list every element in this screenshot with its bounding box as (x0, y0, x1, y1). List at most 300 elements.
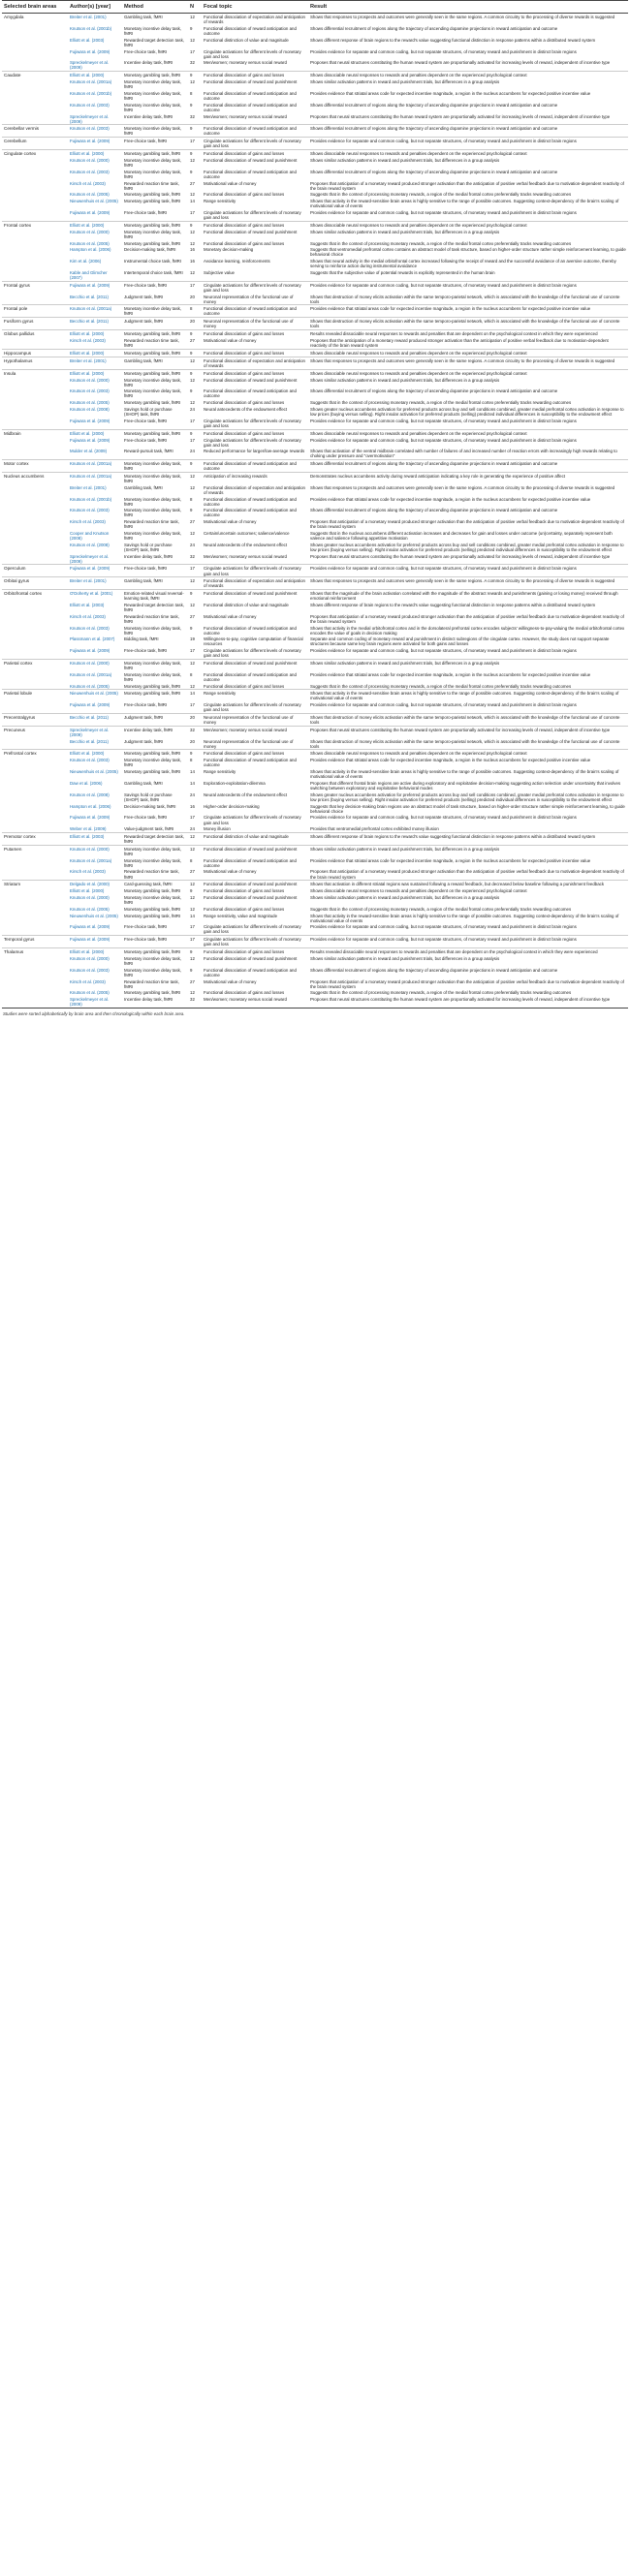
cell-method: Monetary incentive delay task, fMRI (122, 460, 188, 473)
table-row (2, 150, 628, 157)
cell-result: Provides evidence that striatal areas code for expected incentive magnitude, a region in the nucleus accumbens for expected positive incentive value (310, 90, 591, 96)
table-row (2, 833, 628, 846)
table-row (2, 750, 628, 757)
cell-result: Provides evidence for separate and common coding, but not separate structures, of monetary reward and punishment in distinct brain regions (310, 437, 577, 443)
cell-focal-topic: Men/women; monetary versus social reward (202, 726, 308, 737)
table-row (2, 780, 628, 791)
cell-focal-topic: Neuronal representation of the functional use of money (204, 738, 294, 749)
cell-focal-topic: Cingulate activations for different levels of monetary gain and loss (204, 418, 301, 428)
table-row (2, 125, 628, 138)
table-row (2, 337, 628, 349)
cell-author: Kirsch et al. (2003) (70, 869, 106, 875)
table-row (2, 269, 628, 281)
cell-author: Knutson et al. (2005) (70, 240, 110, 246)
table-row (2, 659, 628, 670)
table-row (2, 518, 628, 530)
table-row (2, 507, 628, 518)
cell-result: Shows that activation of the ventral midbrain correlated with number of failures of and increased number of reaction errors with increasingly high rewards relating to choking under pressure and "overmotivation" (310, 449, 617, 459)
cell-method: Free-choice task, fMRI (124, 815, 168, 821)
cell-method: Monetary incentive delay task, fMRI (124, 894, 182, 906)
cell-brain-area (2, 955, 68, 967)
cell-result: Shows similar activation patterns in reward and punishment trials, but differences in a group analysis (310, 894, 500, 900)
cell-author: Nieuwenhuis et al. (2005) (68, 690, 122, 701)
cell-method: Monetary gambling task, fMRI (122, 429, 188, 436)
table-row (2, 845, 628, 856)
cell-author: Knutson et al. (2000) (70, 158, 110, 164)
cell-n: 12 (190, 400, 195, 406)
cell-author: Hampton et al. (2006) (70, 247, 111, 253)
cell-brain-area (2, 48, 68, 60)
cell-n: 8 (188, 305, 202, 318)
cell-author: Nieuwenhuis et al. (2005) (70, 913, 118, 918)
cell-result: Shows that responses to prospects and outcomes were generally seen in the same regions. A common circuitry to the processing of diverse rewards is suggested (308, 14, 628, 25)
table-row (2, 209, 628, 221)
cell-focal-topic: Functional dissociation of gains and losses (202, 349, 308, 357)
cell-result: Proposes that anticipation of a monetary reward produced stronger activation than the anticipation of positive verbal feedback due to motivation-dependent reactivity of the brain reward system (310, 613, 624, 624)
table-row (2, 388, 628, 399)
table-row (2, 25, 628, 37)
cell-author: Becchio et al. (2011) (70, 738, 109, 744)
cell-result: Provides evidence that striatal areas code for expected incentive magnitude, a region in the nucleus accumbens for expected positive incentive value (308, 305, 628, 318)
cell-n: 8 (190, 671, 193, 677)
cell-result: Proposes that different frontal brain regions are active during exploratory and exploitative decision-making suggesting action selection under uncertainty that involves switching between exploratory and exploitative behavioral modes (310, 781, 621, 791)
table-row (2, 978, 628, 990)
table-row (2, 542, 628, 553)
cell-author: Elliott et al. (2003) (68, 833, 122, 846)
cell-result: Shows dissociable neural responses to rewards and penalties dependent on the experienced psychological context (308, 72, 628, 78)
cell-method: Free-choice task, fMRI (124, 437, 168, 443)
cell-focal-topic: Functional dissociation of reward anticipation and outcome (204, 169, 297, 179)
cell-focal-topic: Functional distinction of value and magnitude (204, 37, 289, 43)
table-row (2, 102, 628, 113)
cell-author: Spreckelmeyer et al. (2009) (70, 553, 110, 564)
cell-brain-area: Operculum (2, 565, 68, 577)
cell-brain-area (2, 246, 68, 258)
cell-method: Free-choice task, fMRI (124, 702, 168, 708)
table-row (2, 399, 628, 406)
cell-focal-topic: Functional distinction of value and magnitude (204, 602, 289, 607)
cell-focal-topic: Motivational value of money (204, 338, 257, 344)
table-row (2, 377, 628, 388)
cell-brain-area (2, 967, 68, 978)
cell-focal-topic: Functional dissociation of expectation and anticipation of rewards (204, 484, 305, 495)
cell-brain-area (2, 377, 68, 388)
cell-focal-topic: Motivational value of money (204, 869, 257, 875)
cell-focal-topic: Functional dissociation of reward anticipation and outcome (204, 496, 297, 507)
cell-method: Monetary incentive delay task, fMRI (122, 472, 188, 483)
table-row (2, 690, 628, 701)
cell-author: Becchio et al. (2011) (68, 713, 122, 726)
cell-author: Fujiwara et al. (2009) (70, 418, 110, 423)
cell-author: Elliott et al. (2000) (68, 947, 122, 954)
cell-n: 14 (190, 769, 195, 775)
cell-author: Knutson et al. (2000) (70, 894, 110, 900)
table-row (2, 221, 628, 228)
cell-method: Monetary gambling task, fMRI (122, 369, 188, 376)
cell-n: 17 (188, 281, 202, 293)
cell-n: 12 (188, 833, 202, 846)
cell-result: Suggests that in the context of processing monetary rewards, a region of the medial frontal cortex preferentially tracks rewarding outcomes (310, 990, 572, 996)
cell-method: Monetary gambling task, fMRI (122, 150, 188, 157)
cell-brain-area (2, 191, 68, 198)
cell-author: Fujiwara et al. (2009) (70, 702, 110, 708)
cell-author: Knutson et al. (2008) (70, 542, 110, 547)
cell-focal-topic: Range sensitivity, value and magnitude (204, 913, 278, 918)
cell-brain-area (2, 507, 68, 518)
cell-n: 12 (188, 357, 202, 369)
cell-author: Breiter et al. (2001) (68, 357, 122, 369)
cell-n: 27 (190, 338, 195, 344)
table-row (2, 590, 628, 602)
cell-focal-topic: Neural antecedents of the endowment effect (204, 791, 288, 797)
cell-method: Instrumental choice task, fMRI (124, 259, 182, 264)
cell-result: Shows differential recruitment of regions along the trajectory of ascending dopamine projections in reward anticipation and outcome (310, 508, 558, 513)
cell-focal-topic: Functional dissociation of reward anticipation and outcome (202, 125, 308, 138)
cell-author: Kim et al. (2006) (70, 259, 102, 264)
table-row (2, 406, 628, 418)
cell-method: Monetary incentive delay task, fMRI (124, 79, 182, 90)
cell-result: Suggests that in the context of processing monetary rewards, a region of the medial frontal cortex preferentially tracks rewarding outcomes (310, 683, 572, 689)
cell-result: Shows differential recruitment of regions along the trajectory of ascending dopamine projections in reward anticipation and outcome (310, 388, 558, 394)
cell-brain-area (2, 602, 68, 613)
cell-focal-topic: Subjective value (204, 269, 235, 275)
cell-author: Knutson et al. (2003) (70, 625, 110, 631)
cell-result: Suggests that key decision-making brain regions use an abstract model of task structure, based on higher-order structure rather simple reinforcement learning, to guide behavioral choice (310, 803, 625, 814)
cell-focal-topic: Men/women; monetary versus social reward (204, 113, 287, 119)
table-row (2, 923, 628, 935)
table-row (2, 318, 628, 330)
table-row (2, 349, 628, 357)
cell-focal-topic: Functional dissociation of gains and losses (204, 400, 285, 406)
cell-author: Knutson et al. (2003) (70, 388, 110, 394)
cell-method: Monetary gambling task, fMRI (124, 192, 181, 198)
cell-method: Monetary gambling task, fMRI (124, 888, 181, 894)
cell-result: Provides that ventromedial prefrontal cortex exhibited money illusion (310, 826, 439, 832)
table-row (2, 947, 628, 954)
cell-method: Judgment task, fMRI (122, 318, 188, 330)
cell-author: Knutson et al. (2005) (70, 990, 110, 996)
cell-brain-area (2, 791, 68, 803)
cell-focal-topic: Functional dissociation of reward anticipation and outcome (204, 671, 297, 682)
table-row (2, 996, 628, 1008)
cell-method: Monetary gambling task, fMRI (124, 199, 181, 204)
cell-brain-area: Putamen (2, 845, 68, 856)
studies-table (2, 0, 628, 1009)
cell-author: Fujiwara et al. (2009) (70, 924, 110, 930)
cell-brain-area (2, 437, 68, 449)
cell-brain-area (2, 209, 68, 221)
cell-result: Shows that destruction of money elicits activation within the same temporo-parietal network, which is associated with the knowledge of the functional use of concrete tools (308, 713, 628, 726)
table-row (2, 613, 628, 625)
cell-author: Breiter et al. (2001) (68, 14, 122, 25)
cell-brain-area (2, 269, 68, 281)
cell-method: Monetary gambling task, fMRI (122, 72, 188, 78)
cell-brain-area (2, 229, 68, 240)
cell-method: Monetary incentive delay task, fMRI (122, 305, 188, 318)
cell-n: 14 (188, 690, 202, 701)
table-row (2, 294, 628, 305)
cell-focal-topic: Cingulate activations for different levels of monetary gain and loss (204, 702, 301, 713)
cell-result: Shows dissociable neural responses to rewards and penalties dependent on the experienced psychological context (308, 349, 628, 357)
cell-method: Monetary incentive delay task, fMRI (124, 25, 182, 37)
cell-n: 17 (188, 936, 202, 948)
cell-focal-topic: Cingulate activations for different levels of monetary gain and loss (204, 210, 301, 221)
cell-result: Suggests that in the context of processing monetary rewards, a region of the medial frontal cortex preferentially tracks rewarding outcomes (310, 906, 572, 912)
cell-method: Monetary incentive delay task, fMRI (124, 388, 182, 399)
cell-author: Nieuwenhuis et al. (2005) (70, 199, 118, 204)
cell-method: Free-choice task, fMRI (124, 924, 168, 930)
cell-focal-topic: Functional dissociation of reward and punishment (204, 377, 298, 383)
cell-focal-topic: Cingulate activations for different levels of monetary gain and loss (204, 924, 301, 935)
cell-brain-area: Hypothalamus (2, 357, 68, 369)
cell-brain-area: Thalamus (2, 947, 68, 954)
cell-brain-area (2, 399, 68, 406)
cell-result: Proposes that anticipation of a monetary reward produced stronger activation than the anticipation of positive verbal feedback due to motivation-dependent reactivity of the brain reward system (310, 180, 624, 191)
cell-n: 9 (190, 967, 193, 973)
cell-method: Card-guessing task, fMRI (122, 881, 188, 887)
table-row (2, 636, 628, 647)
cell-author: Fujiwara et al. (2009) (68, 138, 122, 150)
cell-focal-topic: Functional dissociation of expectation and anticipation of rewards (202, 577, 308, 590)
cell-method: Monetary gambling task, fMRI (122, 690, 188, 701)
cell-focal-topic: Functional dissociation of reward anticipation and outcome (202, 460, 308, 473)
cell-focal-topic: Functional dissociation of gains and losses (202, 429, 308, 436)
table-row (2, 906, 628, 913)
cell-focal-topic: Functional dissociation of reward and punishment (204, 229, 298, 234)
cell-brain-area: Precentralgyrus (2, 713, 68, 726)
cell-result: Suggests that in the context of processing monetary rewards, a region of the medial frontal cortex preferentially tracks rewarding outcomes (310, 192, 572, 198)
cell-n: 9 (188, 429, 202, 436)
table-row (2, 14, 628, 25)
cell-brain-area: Prefrontal cortex (2, 750, 68, 757)
cell-method: Monetary incentive delay task, fMRI (124, 377, 182, 388)
cell-focal-topic: Money illusion (204, 826, 231, 832)
cell-method: Reward-pursuit task, fMRI (124, 449, 173, 454)
cell-focal-topic: Cingulate activations for different levels of monetary gain and loss (204, 648, 301, 659)
table-row (2, 305, 628, 318)
cell-brain-area (2, 198, 68, 209)
cell-author: Kirsch et al. (2003) (70, 338, 106, 344)
cell-brain-area (2, 406, 68, 418)
cell-method: Monetary incentive delay task, fMRI (124, 531, 182, 542)
cell-result: Separate and common coding of monetary reward and punishment in distinct subregions of the cingulate cortex. However, the study does not support separate structures because same key brain regions were activated for both gains and losses (310, 636, 610, 647)
cell-focal-topic: Neuronal representation of the functional use of money (204, 294, 294, 304)
cell-author: Knutson et al. (2001b) (70, 496, 112, 502)
cell-author: Kable and Glimcher (2007) (70, 269, 108, 281)
cell-author: Knutson et al. (2000) (68, 845, 122, 856)
header-area: Selected brain areas (2, 1, 68, 14)
cell-result: Shows that activity in the reward-sensitive brain areas is highly sensitive to the range of possible outcomes. Suggesting context-dependency of the brain's scaling of motivational value of events (310, 913, 619, 923)
cell-focal-topic: Neural antecedents of the endowment effect (204, 542, 288, 547)
cell-focal-topic: Cingulate activations for different levels of monetary gain and loss (202, 281, 308, 293)
cell-author: Elliott et al. (2000) (68, 750, 122, 757)
cell-method: Monetary incentive delay task, fMRI (124, 671, 182, 682)
cell-result: Proposes that neural structures constituting the human reward system are proportionally activated for increasing levels of reward, independent of incentive type (310, 553, 611, 559)
cell-brain-area: Orbitofrontal cortex (2, 590, 68, 602)
cell-brain-area: Frontal pole (2, 305, 68, 318)
cell-focal-topic: Functional dissociation of reward anticipation and outcome (204, 625, 297, 636)
cell-focal-topic: Functional dissociation of reward and punishment (204, 79, 298, 85)
cell-result: Shows similar activation patterns in reward and punishment trials, but differences in a group analysis (310, 79, 500, 85)
cell-method: Monetary incentive delay task, fMRI (122, 659, 188, 670)
cell-author: Knutson et al. (2000) (70, 955, 110, 961)
cell-author: Knutson et al. (2003) (70, 508, 110, 513)
cell-n: 9 (190, 625, 193, 631)
cell-brain-area: Cingulate cortex (2, 150, 68, 157)
cell-result: Provides evidence for separate and common coding, but not separate structures, of monetary reward and punishment in distinct brain regions (310, 210, 577, 216)
cell-method: Gambling task, fMRI (124, 484, 163, 490)
cell-result: Shows dissociable neural responses to rewards and penalties dependent on the experienced psychological context (308, 750, 628, 757)
cell-brain-area: Parietal lobule (2, 690, 68, 701)
table-row (2, 484, 628, 496)
cell-result: Provides evidence that striatal areas code for expected incentive magnitude, a region in the nucleus accumbens for expected positive incentive value (310, 496, 591, 502)
cell-n: 16 (190, 247, 195, 253)
cell-author: Spreckelmeyer et al. (2009) (70, 113, 110, 124)
cell-result: Shows similar activation patterns in reward and punishment trials, but differences in a group analysis (310, 955, 500, 961)
cell-n: 17 (188, 565, 202, 577)
cell-n: 24 (190, 791, 195, 797)
cell-result: Shows similar activation patterns in reward and punishment trials, but differences in a group analysis (310, 377, 500, 383)
cell-focal-topic: Certain/uncertain outcomes; salience/valence (204, 531, 290, 537)
cell-brain-area (2, 613, 68, 625)
cell-focal-topic: Anticipation of increasing rewards (202, 472, 308, 483)
cell-focal-topic: Functional dissociation of reward and punishment (202, 845, 308, 856)
cell-focal-topic: Cingulate activations for different levels of monetary gain and loss (202, 565, 308, 577)
cell-method: Monetary gambling task, fMRI (124, 913, 181, 918)
cell-n: 16 (190, 803, 195, 809)
cell-brain-area: Insula (2, 369, 68, 376)
table-row (2, 37, 628, 48)
cell-n: 12 (190, 192, 195, 198)
cell-focal-topic: Functional dissociation of gains and losses (204, 192, 285, 198)
cell-brain-area (2, 996, 68, 1008)
cell-result: Provides evidence for separate and common coding, but not separate structures, of monetary reward and punishment in distinct brain regions (310, 815, 577, 821)
cell-n: 17 (190, 48, 195, 54)
cell-result: Provides evidence that striatal areas code for expected incentive magnitude, a region in the nucleus accumbens for expected positive incentive value (310, 758, 591, 763)
cell-method: Rewarded reaction time task, fMRI (124, 180, 179, 191)
cell-focal-topic: Functional dissociation of reward and punishment (202, 881, 308, 887)
cell-brain-area (2, 757, 68, 768)
cell-author: Knutson et al. (2001b) (70, 90, 112, 96)
table-row (2, 472, 628, 483)
cell-result: Shows different response of brain regions to the reward's value suggesting functional distinction in response patterns within a distributed reward system (310, 37, 596, 43)
cell-result: Shows greater nucleus accumbens activation for preferred products across buy and sell conditions combined, greater medial prefrontal cortex activation in response to low prices (buying versus selling). Right insular activation for preferred products (selling) predicted individual differences in susceptibility to the endowment effect (310, 406, 624, 418)
cell-author: Nieuwenhuis et al. (2005) (70, 769, 118, 775)
table-row (2, 553, 628, 565)
table-row (2, 437, 628, 449)
cell-n: 9 (188, 125, 202, 138)
table-row (2, 59, 628, 71)
cell-author: Kirsch et al. (2003) (70, 180, 106, 186)
cell-author: Knutson et al. (2000) (68, 659, 122, 670)
cell-method: Monetary gambling task, fMRI (122, 947, 188, 954)
cell-method: Rewarded reaction time task, fMRI (124, 978, 179, 989)
table-row (2, 565, 628, 577)
table-row (2, 894, 628, 906)
cell-focal-topic: Functional dissociation of gains and losses (202, 150, 308, 157)
cell-n: 9 (188, 221, 202, 228)
cell-author: Breiter et al. (2001) (70, 484, 107, 490)
cell-n: 12 (190, 229, 195, 234)
header-result: Result (308, 1, 628, 14)
cell-result: Proposes that neural structures constituting the human reward system are proportionally activated for increasing levels of reward, independent of incentive type (310, 60, 611, 66)
cell-result: Shows that destruction of money elicits activation within the same temporo-parietal network, which is associated with the knowledge of the functional use of concrete tools (308, 318, 628, 330)
cell-brain-area (2, 780, 68, 791)
cell-n: 9 (190, 169, 193, 174)
cell-author: Elliott et al. (2000) (68, 369, 122, 376)
cell-brain-area (2, 978, 68, 990)
cell-author: Weber et al. (2009) (70, 826, 107, 832)
cell-result: Proposes that the anticipation of a monetary reward produced stronger activation than the anticipation of positive verbal feedback due to motivation-dependent reactivity of the brain reward system (310, 338, 609, 349)
cell-author: Kirsch et al. (2003) (70, 519, 106, 525)
cell-method: Incentive delay task, fMRI (122, 996, 188, 1008)
cell-brain-area (2, 113, 68, 125)
cell-author: Elliott et al. (2000) (68, 150, 122, 157)
cell-method: Monetary gambling task, fMRI (122, 349, 188, 357)
cell-result: Shows different response of brain regions to the reward's value suggesting functional distinction in response patterns within a distributed reward system (308, 833, 628, 846)
cell-author: Cooper and Knutson (2008) (70, 531, 110, 542)
cell-method: Rewarded reaction time task, fMRI (124, 869, 179, 880)
cell-result: Shows that the magnitude of the brain activation correlated with the magnitude of the abstract rewards and punishments (gaining or losing money) received through emotional reinforcement (308, 590, 628, 602)
cell-n: 9 (190, 102, 193, 108)
cell-focal-topic: Functional dissociation of gains and losses (202, 72, 308, 78)
table-row (2, 48, 628, 60)
table-row (2, 713, 628, 726)
cell-result: Proposes that neural structures constituting the human reward system are proportionally activated for increasing levels of reward, independent of incentive type (310, 113, 611, 119)
cell-n: 12 (188, 881, 202, 887)
cell-author: Fujiwara et al. (2009) (70, 437, 110, 443)
cell-focal-topic: Functional dissociation of reward and punishment (202, 659, 308, 670)
cell-n: 9 (190, 388, 193, 394)
cell-brain-area (2, 868, 68, 880)
table-row (2, 448, 628, 459)
cell-brain-area (2, 78, 68, 90)
cell-n: 17 (190, 437, 195, 443)
cell-brain-area: Motor cortex (2, 460, 68, 473)
table-row (2, 791, 628, 803)
cell-result: Shows that responses to prospects and outcomes were generally seen in the same regions. A common circuitry to the processing of diverse rewards is suggested (310, 484, 615, 490)
cell-result: Shows that activity in the reward-sensitive brain areas is highly sensitive to the range of possible outcomes. Suggesting context-dependency of the brain's scaling of motivational value of events (310, 769, 619, 780)
cell-result: Shows similar activation patterns in reward and punishment trials, but differences in a group analysis (310, 229, 500, 234)
cell-method: Savings hold or purchase (SHOP) task, fMRI (124, 542, 173, 552)
cell-n: 12 (190, 894, 195, 900)
cell-method: Rewarded target detection task, fMRI (122, 833, 188, 846)
cell-result: Provides evidence for separate and common coding, but not separate structures, of monetary reward and punishment in distinct brain regions (310, 48, 577, 54)
cell-method: Incentive delay task, fMRI (124, 60, 173, 66)
cell-brain-area: Cerebellum (2, 138, 68, 150)
cell-n: 8 (190, 496, 193, 502)
table-row (2, 803, 628, 815)
cell-brain-area (2, 518, 68, 530)
cell-result: Proposes that neural structures constituting the human reward system are proportionally activated for increasing levels of reward, independent of incentive type (308, 996, 628, 1008)
cell-author: Knutson et al. (2005) (70, 683, 110, 689)
cell-n: 9 (188, 330, 202, 337)
table-row (2, 881, 628, 887)
cell-n: 12 (190, 484, 195, 490)
cell-brain-area: Hippocampus (2, 349, 68, 357)
cell-result: Shows that activation in different striatal regions was sustained following a reward feedback, but decreased below baseline following a punishment feedback (308, 881, 628, 887)
table-row (2, 369, 628, 376)
cell-author: Fujiwara et al. (2009) (70, 815, 110, 821)
cell-author: Fujiwara et al. (2009) (68, 281, 122, 293)
cell-author: Knutson et al. (2001a) (68, 305, 122, 318)
cell-result: Shows dissociable neural responses to rewards and penalties dependent on the experienced psychological context (308, 369, 628, 376)
table-row (2, 967, 628, 978)
cell-focal-topic: Men/women; monetary versus social reward (204, 553, 287, 559)
cell-method: Free-choice task, fMRI (122, 138, 188, 150)
cell-method: Free-choice task, fMRI (122, 565, 188, 577)
cell-method: Intertemporal choice task, fMRI (124, 269, 183, 275)
